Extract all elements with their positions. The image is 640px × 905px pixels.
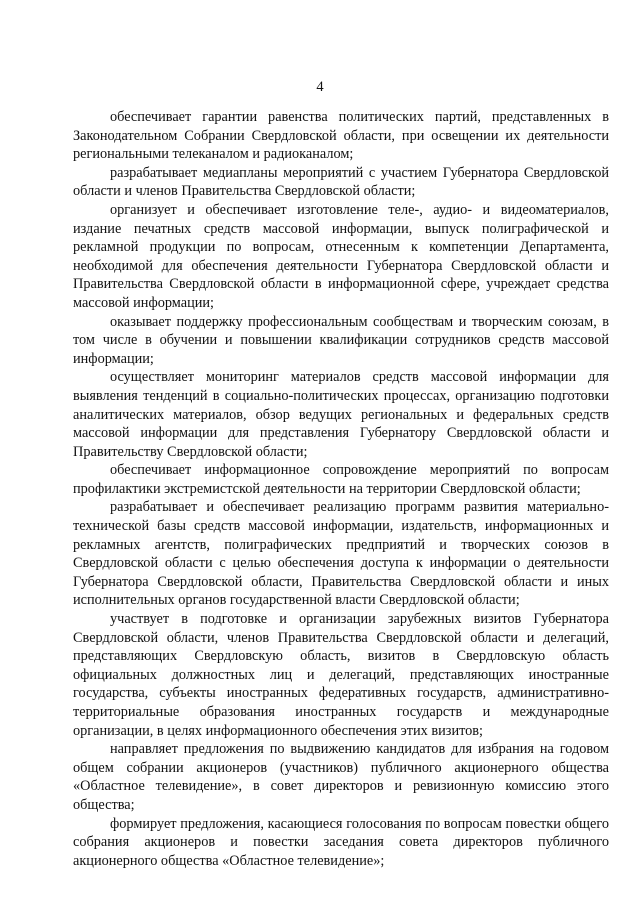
paragraph-media-equality: обеспечивает гарантии равенства политических партий, представленных в Законодательном Собрании Свердловской области, при освещении их деятельности региональными телеканалом и радиоканалом; [73,109,609,163]
paragraph-development-programs: разрабатывает и обеспечивает реализацию программ развития материально-технической базы средств массовой информации, издательств, информационных и рекламных агентств, полиграфических предприятий и творческих союзов в Свердловской области с целью обеспечения доступа к информации о деятельности Губернатора Свердловской области, Правительства Свердловской области и иных исполнительных органов государственной власти Свердловской области; [73,499,609,609]
paragraph-candidate-nominations: направляет предложения по выдвижению кандидатов для избрания на годовом общем собрании акционеров (участников) публичного акционерного общества «Областное телевидение», в совет директоров и ревизионную комиссию этого общества; [73,741,609,813]
page-number: 4 [316,79,324,95]
paragraph-monitoring: осуществляет мониторинг материалов средств массовой информации для выявления тенденций в социально-политических процессах, организацию подготовки аналитических материалов, обзор ведущих региональных и федеральных средств массовой информации для представления Губернатору Свердловской области и Правительству Свердловской области; [73,369,609,460]
paragraph-voting-proposals: формирует предложения, касающиеся голосования по вопросам повестки общего собрания акционеров и повестки заседания совета директоров публичного акционерного общества «Областное телевидение»; [73,815,609,869]
paragraph-foreign-visits: участвует в подготовке и организации зарубежных визитов Губернатора Свердловской области, членов Правительства Свердловской области и делегаций, представляющих Свердловскую область, визитов в Свердловскую область официальных должностных лиц и делегаций, представляющих иностранные государства, субъекты иностранных федеративных государств, административно-территориальные образования иностранных государств и международные организации, в целях информационного обеспечения этих визитов; [73,611,609,739]
paragraph-extremism-prevention: обеспечивает информационное сопровождение мероприятий по вопросам профилактики экстремистской деятельности на территории Свердловской области; [73,462,609,497]
paragraph-production: организует и обеспечивает изготовление теле-, аудио- и видеоматериалов, издание печатных средств массовой информации, выпуск полиграфической и рекламной продукции по вопросам, отнесенным к компетенции Департамента, необходимой для обеспечения деятельности Губернатора Свердловской области и Правительства Свердловской области в информационной сфере, учреждает средства массовой информации; [73,201,609,311]
paragraph-media-plans: разрабатывает медиапланы мероприятий с участием Губернатора Свердловской области и членов Правительства Свердловской области; [73,164,609,200]
document-body [73,108,609,870]
paragraph-support-communities: оказывает поддержку профессиональным сообществам и творческим союзам, в том числе в обучении и повышении квалификации сотрудников средств массовой информации; [73,313,609,367]
